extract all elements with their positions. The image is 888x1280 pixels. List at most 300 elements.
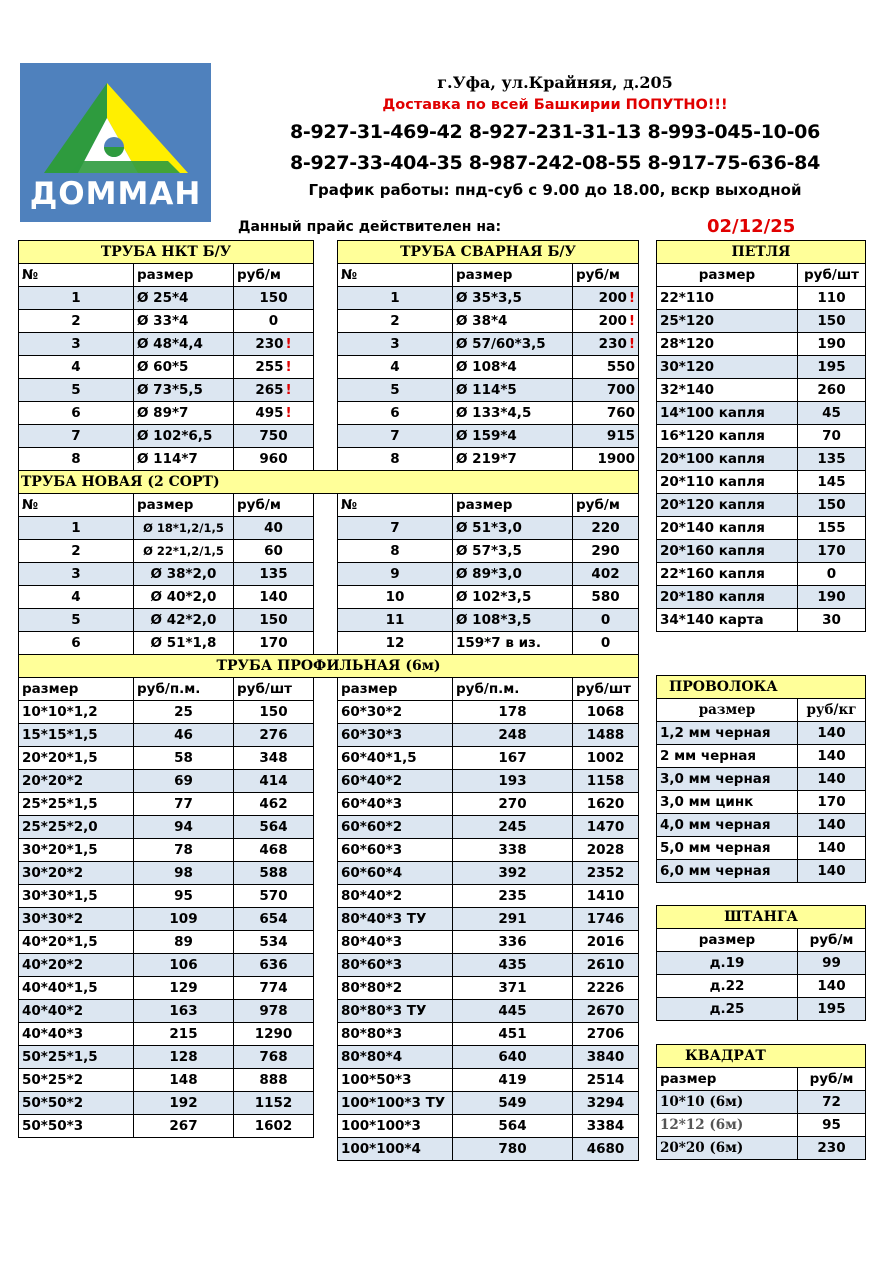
spacer-cell xyxy=(314,862,338,885)
size-cell: 20*120 капля xyxy=(657,494,798,517)
table-row xyxy=(19,609,639,632)
row-number: 1 xyxy=(19,517,134,540)
table-row xyxy=(19,356,639,379)
table-row xyxy=(657,1114,866,1137)
attention-mark: ! xyxy=(285,336,292,352)
row-number: 11 xyxy=(338,609,453,632)
size-cell: 20*180 капля xyxy=(657,586,798,609)
kvadrat-title: КВАДРАТ xyxy=(657,1045,866,1068)
table-row xyxy=(19,333,639,356)
table-row xyxy=(19,517,639,540)
price-value: 150 xyxy=(259,290,288,306)
spacer-cell xyxy=(314,356,338,379)
spacer-cell xyxy=(314,379,338,402)
price-cell: 95 xyxy=(798,1114,866,1137)
table-row xyxy=(19,264,639,287)
price-cell: 195 xyxy=(798,356,866,379)
price-value: 495 xyxy=(255,405,284,421)
table-row xyxy=(657,837,866,860)
table-row xyxy=(19,977,639,1000)
column-header: руб/м xyxy=(573,264,639,287)
attention-mark: ! xyxy=(285,382,292,398)
attention-mark: ! xyxy=(628,313,636,329)
table-row xyxy=(19,241,639,264)
size-cell: 60*40*2 xyxy=(338,770,453,793)
empty-cell xyxy=(19,1138,134,1161)
spacer-cell xyxy=(314,632,338,655)
row-number: 8 xyxy=(338,448,453,471)
column-header: руб/м xyxy=(573,494,639,517)
size-cell: 34*140 карта xyxy=(657,609,798,632)
price-per-meter: 336 xyxy=(453,931,573,954)
price-cell xyxy=(234,356,314,379)
size-cell: 3,0 мм цинк xyxy=(657,791,798,814)
spacer-cell xyxy=(314,747,338,770)
price-value: 255 xyxy=(255,359,284,375)
size-cell: Ø 57*3,5 xyxy=(453,540,573,563)
spacer-cell xyxy=(314,701,338,724)
size-cell: Ø 22*1,2/1,5 xyxy=(134,540,234,563)
price-per-piece: 774 xyxy=(234,977,314,1000)
price-value: 230 xyxy=(255,336,284,352)
size-cell: 80*60*3 xyxy=(338,954,453,977)
price-cell: 140 xyxy=(798,814,866,837)
price-per-meter: 129 xyxy=(134,977,234,1000)
spacer-cell xyxy=(314,241,338,264)
logo xyxy=(20,63,211,222)
table-row xyxy=(657,860,866,883)
size-cell: 20*20 (6м) xyxy=(657,1137,798,1160)
table-row xyxy=(657,402,866,425)
size-cell: 1,2 мм черная xyxy=(657,722,798,745)
size-cell: 20*140 капля xyxy=(657,517,798,540)
price-per-meter: 46 xyxy=(134,724,234,747)
size-cell: 50*25*1,5 xyxy=(19,1046,134,1069)
table-row xyxy=(19,701,639,724)
size-cell: 16*120 капля xyxy=(657,425,798,448)
main-price-table xyxy=(18,240,639,1161)
price-per-piece: 1470 xyxy=(573,816,639,839)
price-per-meter: 78 xyxy=(134,839,234,862)
price-per-meter: 58 xyxy=(134,747,234,770)
size-cell: Ø 38*2,0 xyxy=(134,563,234,586)
price-per-piece: 3384 xyxy=(573,1115,639,1138)
size-cell: Ø 108*3,5 xyxy=(453,609,573,632)
column-header: руб/п.м. xyxy=(134,678,234,701)
size-cell: 60*40*1,5 xyxy=(338,747,453,770)
price-value: 200 xyxy=(598,290,627,306)
size-cell: Ø 73*5,5 xyxy=(134,379,234,402)
row-number: 4 xyxy=(338,356,453,379)
price-value: 200 xyxy=(598,313,627,329)
price-per-piece: 888 xyxy=(234,1069,314,1092)
price-per-piece: 2352 xyxy=(573,862,639,885)
size-cell: 20*20*2 xyxy=(19,770,134,793)
table-row xyxy=(19,540,639,563)
size-cell: 50*25*2 xyxy=(19,1069,134,1092)
price-per-meter: 106 xyxy=(134,954,234,977)
size-cell: Ø 48*4,4 xyxy=(134,333,234,356)
size-cell: 80*80*4 xyxy=(338,1046,453,1069)
row-number: 4 xyxy=(19,356,134,379)
petlya-title: ПЕТЛЯ xyxy=(657,241,866,264)
row-number: 5 xyxy=(19,609,134,632)
price-per-piece: 3840 xyxy=(573,1046,639,1069)
column-header: размер xyxy=(134,494,234,517)
size-cell: 80*40*3 xyxy=(338,931,453,954)
price-cell xyxy=(573,448,639,471)
size-cell: 3,0 мм черная xyxy=(657,768,798,791)
column-header: руб/м xyxy=(798,1068,866,1091)
price-per-piece: 1002 xyxy=(573,747,639,770)
spacer-cell xyxy=(314,977,338,1000)
price-cell: 190 xyxy=(798,333,866,356)
price-cell: 0 xyxy=(798,563,866,586)
table-row xyxy=(19,1115,639,1138)
price-value: 230 xyxy=(598,336,627,352)
svarnaya-title: ТРУБА СВАРНАЯ Б/У xyxy=(338,241,639,264)
table-row xyxy=(657,333,866,356)
price-cell: 195 xyxy=(798,998,866,1021)
table-row xyxy=(19,1023,639,1046)
spacer-cell xyxy=(314,1138,338,1161)
price-per-piece: 1620 xyxy=(573,793,639,816)
table-row xyxy=(657,745,866,768)
price-cell: 290 xyxy=(573,540,639,563)
price-cell xyxy=(234,310,314,333)
size-cell: Ø 38*4 xyxy=(453,310,573,333)
row-number: 8 xyxy=(338,540,453,563)
price-per-meter: 392 xyxy=(453,862,573,885)
price-cell: 40 xyxy=(234,517,314,540)
kvadrat-table xyxy=(656,1044,866,1160)
price-per-meter: 640 xyxy=(453,1046,573,1069)
size-cell: 20*100 капля xyxy=(657,448,798,471)
price-cell: 140 xyxy=(798,975,866,998)
row-number: 5 xyxy=(19,379,134,402)
price-per-piece: 1158 xyxy=(573,770,639,793)
table-row xyxy=(19,1138,639,1161)
size-cell: 40*20*2 xyxy=(19,954,134,977)
price-per-meter: 564 xyxy=(453,1115,573,1138)
table-row xyxy=(19,678,639,701)
empty-cell xyxy=(134,1138,234,1161)
column-header: руб/кг xyxy=(798,699,866,722)
table-row xyxy=(19,655,639,678)
spacer-cell xyxy=(314,287,338,310)
size-cell: 25*25*2,0 xyxy=(19,816,134,839)
size-cell: 30*30*1,5 xyxy=(19,885,134,908)
phones-line-2: 8-927-33-404-35 8-987-242-08-55 8-917-75-636-84 xyxy=(289,152,821,174)
size-cell: 40*40*3 xyxy=(19,1023,134,1046)
price-cell: 99 xyxy=(798,952,866,975)
price-per-meter: 25 xyxy=(134,701,234,724)
price-per-meter: 291 xyxy=(453,908,573,931)
table-row xyxy=(657,310,866,333)
table-row xyxy=(19,839,639,862)
price-per-meter: 270 xyxy=(453,793,573,816)
size-cell: 22*160 капля xyxy=(657,563,798,586)
size-cell: 32*140 xyxy=(657,379,798,402)
price-cell xyxy=(573,356,639,379)
price-per-meter: 148 xyxy=(134,1069,234,1092)
table-row xyxy=(657,448,866,471)
column-header: руб/п.м. xyxy=(453,678,573,701)
novaya-title: ТРУБА НОВАЯ (2 СОРТ) xyxy=(19,471,639,494)
price-cell: 135 xyxy=(798,448,866,471)
table-row xyxy=(657,952,866,975)
price-cell: 145 xyxy=(798,471,866,494)
price-cell: 70 xyxy=(798,425,866,448)
price-cell: 170 xyxy=(798,540,866,563)
size-cell: 60*30*2 xyxy=(338,701,453,724)
table-row xyxy=(19,770,639,793)
row-number: 2 xyxy=(19,540,134,563)
column-header: размер xyxy=(134,264,234,287)
size-cell: 60*30*3 xyxy=(338,724,453,747)
size-cell: 20*110 капля xyxy=(657,471,798,494)
row-number: 10 xyxy=(338,586,453,609)
attention-mark: ! xyxy=(628,290,636,306)
size-cell: Ø 25*4 xyxy=(134,287,234,310)
price-per-piece: 462 xyxy=(234,793,314,816)
size-cell: 10*10 (6м) xyxy=(657,1091,798,1114)
address: г.Уфа, ул.Крайняя, д.205 xyxy=(437,73,673,92)
table-row xyxy=(657,494,866,517)
table-row xyxy=(657,540,866,563)
price-value: 760 xyxy=(606,405,636,421)
row-number: 3 xyxy=(19,333,134,356)
row-number: 7 xyxy=(19,425,134,448)
column-header: руб/м xyxy=(234,264,314,287)
spacer-cell xyxy=(314,264,338,287)
price-per-meter: 94 xyxy=(134,816,234,839)
shtanga-table xyxy=(656,905,866,1021)
size-cell: 80*80*2 xyxy=(338,977,453,1000)
price-per-meter: 445 xyxy=(453,1000,573,1023)
price-cell: 170 xyxy=(234,632,314,655)
price-cell: 150 xyxy=(798,310,866,333)
price-per-piece: 1746 xyxy=(573,908,639,931)
work-schedule: График работы: пнд-суб с 9.00 до 18.00, вскр выходной xyxy=(308,181,802,199)
spacer-cell xyxy=(314,1046,338,1069)
size-cell: д.19 xyxy=(657,952,798,975)
size-cell: Ø 219*7 xyxy=(453,448,573,471)
price-per-piece: 2706 xyxy=(573,1023,639,1046)
table-row xyxy=(657,768,866,791)
price-cell: 135 xyxy=(234,563,314,586)
size-cell: Ø 40*2,0 xyxy=(134,586,234,609)
price-cell xyxy=(234,287,314,310)
row-number: 6 xyxy=(19,632,134,655)
spacer-cell xyxy=(314,540,338,563)
size-cell: 80*80*3 ТУ xyxy=(338,1000,453,1023)
spacer-cell xyxy=(314,609,338,632)
price-cell: 30 xyxy=(798,609,866,632)
table-row xyxy=(657,1137,866,1160)
column-header: № xyxy=(19,264,134,287)
table-row xyxy=(19,1046,639,1069)
price-cell xyxy=(573,402,639,425)
size-cell: Ø 42*2,0 xyxy=(134,609,234,632)
table-row xyxy=(19,1069,639,1092)
table-row xyxy=(19,586,639,609)
column-header: руб/м xyxy=(234,494,314,517)
price-per-piece: 3294 xyxy=(573,1092,639,1115)
size-cell: Ø 51*3,0 xyxy=(453,517,573,540)
table-row xyxy=(19,563,639,586)
price-per-piece: 276 xyxy=(234,724,314,747)
price-per-meter: 215 xyxy=(134,1023,234,1046)
price-per-piece: 978 xyxy=(234,1000,314,1023)
provoloka-title: ПРОВОЛОКА xyxy=(657,676,866,699)
size-cell: 80*40*2 xyxy=(338,885,453,908)
spacer-cell xyxy=(314,310,338,333)
size-cell: 100*100*3 xyxy=(338,1115,453,1138)
column-header: № xyxy=(338,264,453,287)
size-cell: 100*50*3 xyxy=(338,1069,453,1092)
price-per-piece: 2016 xyxy=(573,931,639,954)
price-per-piece: 414 xyxy=(234,770,314,793)
price-per-meter: 451 xyxy=(453,1023,573,1046)
price-per-meter: 109 xyxy=(134,908,234,931)
table-row xyxy=(19,816,639,839)
spacer-cell xyxy=(314,1023,338,1046)
price-valid-date: 02/12/25 xyxy=(707,216,796,237)
spacer-cell xyxy=(314,724,338,747)
row-number: 6 xyxy=(338,402,453,425)
price-per-meter: 371 xyxy=(453,977,573,1000)
price-valid-label: Данный прайс действителен на: xyxy=(238,219,502,235)
table-row xyxy=(657,586,866,609)
size-cell: Ø 89*7 xyxy=(134,402,234,425)
size-cell: 14*100 капля xyxy=(657,402,798,425)
price-per-piece: 1152 xyxy=(234,1092,314,1115)
attention-mark: ! xyxy=(285,405,292,421)
spacer-cell xyxy=(314,931,338,954)
price-per-piece: 468 xyxy=(234,839,314,862)
empty-cell xyxy=(234,1138,314,1161)
spacer-cell xyxy=(314,448,338,471)
price-cell: 140 xyxy=(798,768,866,791)
table-row xyxy=(19,747,639,770)
table-row xyxy=(657,998,866,1021)
price-per-piece: 348 xyxy=(234,747,314,770)
size-cell: 12*12 (6м) xyxy=(657,1114,798,1137)
table-row xyxy=(657,563,866,586)
row-number: 7 xyxy=(338,517,453,540)
price-per-piece: 2028 xyxy=(573,839,639,862)
price-cell: 72 xyxy=(798,1091,866,1114)
row-number: 7 xyxy=(338,425,453,448)
size-cell: 40*40*2 xyxy=(19,1000,134,1023)
price-cell: 155 xyxy=(798,517,866,540)
column-header: размер xyxy=(657,264,798,287)
size-cell: Ø 18*1,2/1,5 xyxy=(134,517,234,540)
table-row xyxy=(657,1091,866,1114)
spacer-cell xyxy=(314,586,338,609)
price-per-piece: 1068 xyxy=(573,701,639,724)
size-cell: 100*100*4 xyxy=(338,1138,453,1161)
price-per-meter: 98 xyxy=(134,862,234,885)
size-cell: Ø 89*3,0 xyxy=(453,563,573,586)
size-cell: Ø 108*4 xyxy=(453,356,573,379)
table-row xyxy=(657,356,866,379)
column-header: размер xyxy=(657,1068,798,1091)
spacer-cell xyxy=(314,839,338,862)
provoloka-table xyxy=(656,675,866,883)
column-header: размер xyxy=(338,678,453,701)
size-cell: Ø 133*4,5 xyxy=(453,402,573,425)
column-header: руб/шт xyxy=(573,678,639,701)
price-per-meter: 245 xyxy=(453,816,573,839)
table-row xyxy=(657,517,866,540)
column-header: № xyxy=(19,494,134,517)
table-row xyxy=(19,793,639,816)
price-cell xyxy=(234,333,314,356)
price-per-piece: 4680 xyxy=(573,1138,639,1161)
spacer-cell xyxy=(314,954,338,977)
size-cell: д.22 xyxy=(657,975,798,998)
spacer-cell xyxy=(314,402,338,425)
price-per-meter: 267 xyxy=(134,1115,234,1138)
attention-mark: ! xyxy=(285,359,292,375)
price-cell: 230 xyxy=(798,1137,866,1160)
price-per-piece: 588 xyxy=(234,862,314,885)
price-cell xyxy=(573,379,639,402)
price-per-piece: 2514 xyxy=(573,1069,639,1092)
size-cell: 30*20*1,5 xyxy=(19,839,134,862)
size-cell: Ø 35*3,5 xyxy=(453,287,573,310)
size-cell: Ø 60*5 xyxy=(134,356,234,379)
table-row xyxy=(19,448,639,471)
column-header: размер xyxy=(453,494,573,517)
price-value: 915 xyxy=(606,428,636,444)
size-cell: 60*60*4 xyxy=(338,862,453,885)
size-cell: 40*20*1,5 xyxy=(19,931,134,954)
price-cell: 0 xyxy=(573,632,639,655)
price-per-piece: 2610 xyxy=(573,954,639,977)
spacer-cell xyxy=(314,517,338,540)
table-row xyxy=(19,885,639,908)
row-number: 9 xyxy=(338,563,453,586)
size-cell: 50*50*2 xyxy=(19,1092,134,1115)
price-per-piece: 2226 xyxy=(573,977,639,1000)
price-value: 0 xyxy=(268,313,279,329)
row-number: 8 xyxy=(19,448,134,471)
price-value: 750 xyxy=(259,428,288,444)
column-header: руб/шт xyxy=(234,678,314,701)
price-cell: 150 xyxy=(798,494,866,517)
table-row xyxy=(657,287,866,310)
size-cell: 15*15*1,5 xyxy=(19,724,134,747)
size-cell: 30*120 xyxy=(657,356,798,379)
price-cell: 140 xyxy=(798,860,866,883)
size-cell: д.25 xyxy=(657,998,798,1021)
table-row xyxy=(657,975,866,998)
price-per-meter: 178 xyxy=(453,701,573,724)
size-cell: Ø 57/60*3,5 xyxy=(453,333,573,356)
price-cell xyxy=(573,310,639,333)
size-cell: 10*10*1,2 xyxy=(19,701,134,724)
price-cell xyxy=(573,287,639,310)
table-row xyxy=(657,609,866,632)
column-header: размер xyxy=(657,929,798,952)
table-row xyxy=(657,425,866,448)
size-cell: Ø 102*3,5 xyxy=(453,586,573,609)
price-per-meter: 193 xyxy=(453,770,573,793)
size-cell: 22*110 xyxy=(657,287,798,310)
